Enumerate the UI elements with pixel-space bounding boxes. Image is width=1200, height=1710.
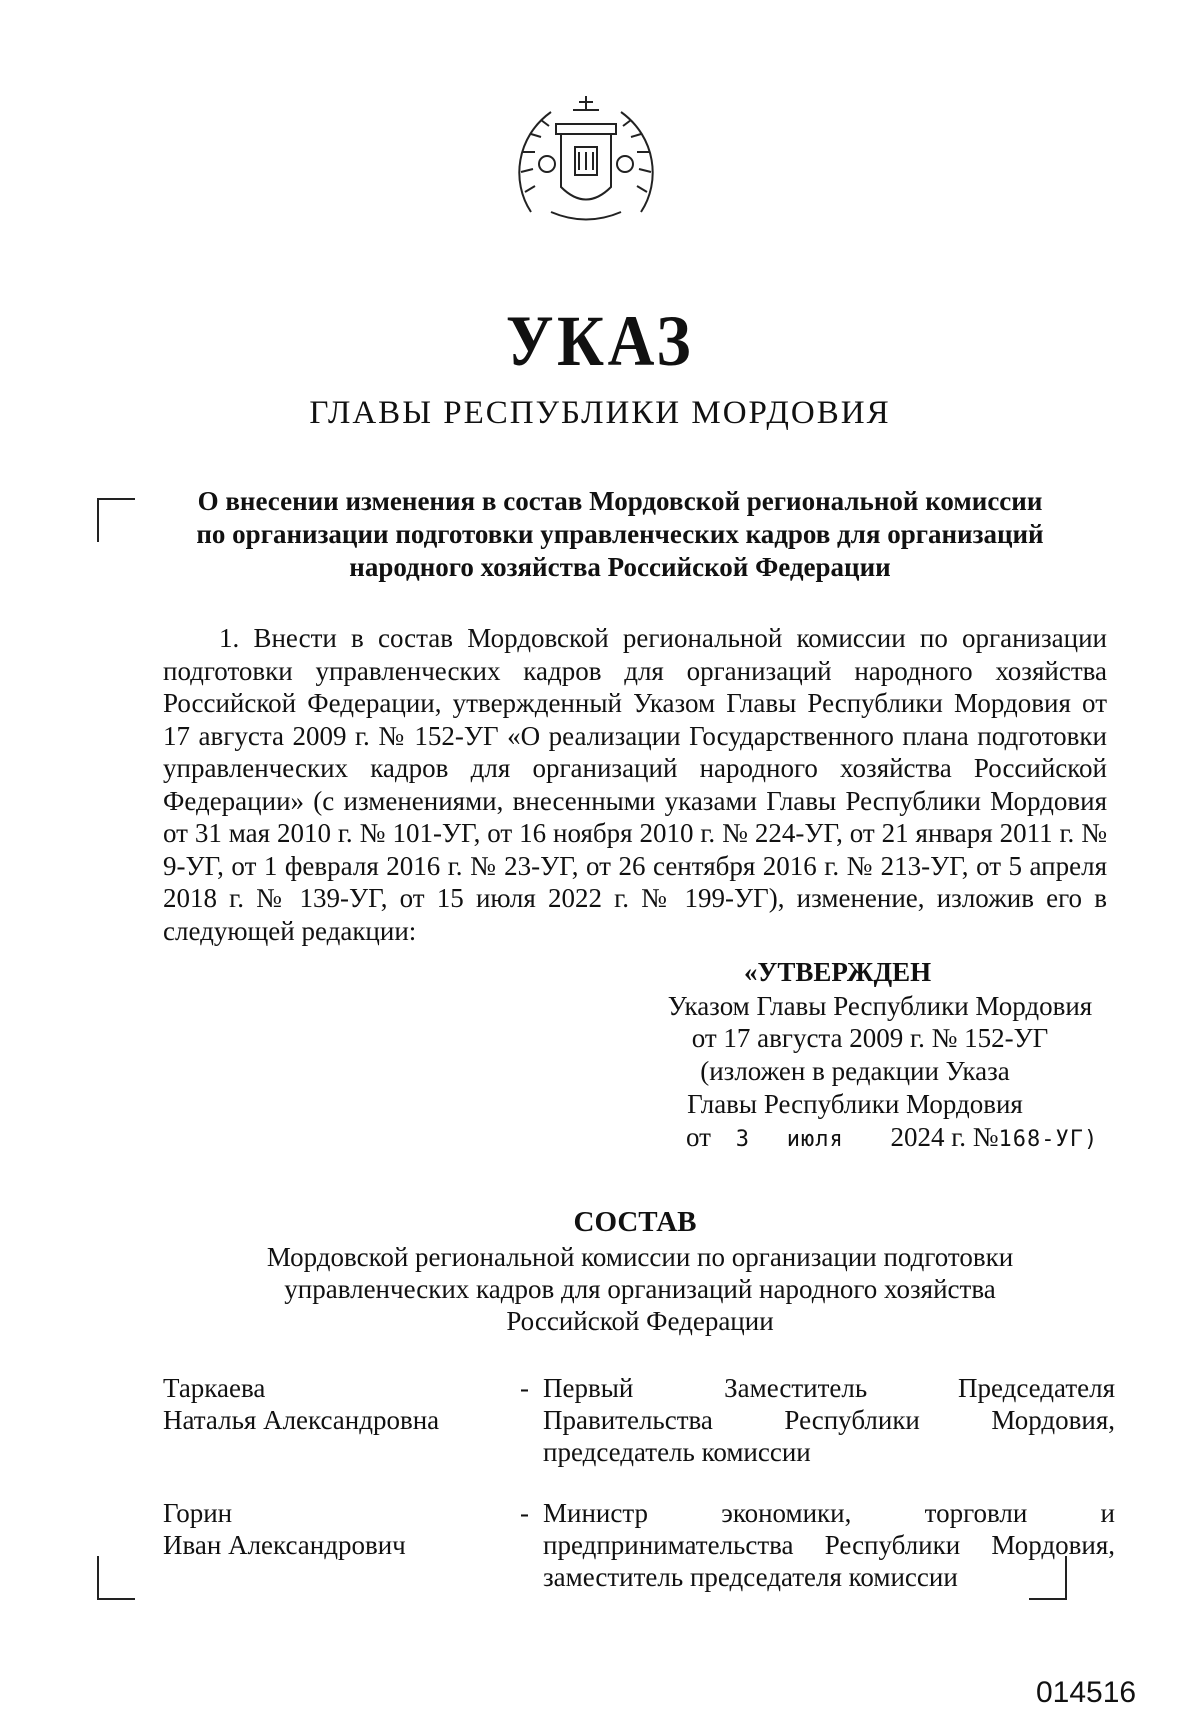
member-role-line: Правительства Республики Мордовия, xyxy=(543,1405,1115,1435)
member-role-line: предпринимательства Республики Мордовия, xyxy=(543,1530,1115,1560)
member-dash: - xyxy=(520,1373,529,1403)
approved-line: Главы Республики Мордовия xyxy=(687,1089,1023,1119)
mordovia-coat-of-arms-icon xyxy=(511,92,661,230)
handwritten-day: 3 xyxy=(735,1127,750,1152)
document-serial-number: 014516 xyxy=(1036,1676,1137,1709)
coat-of-arms-emblem xyxy=(511,92,661,230)
date-prefix: от xyxy=(686,1122,711,1152)
composition-subtitle-line: Российской Федерации xyxy=(506,1306,774,1336)
member-given-name: Наталья Александровна xyxy=(163,1405,440,1435)
heading-line: О внесении изменения в состав Мордовской региональной комиссии xyxy=(197,486,1043,516)
member-surname: Таркаева xyxy=(163,1373,266,1403)
document-title: УКАЗ xyxy=(505,301,695,381)
approved-date-line xyxy=(686,1121,1098,1156)
approved-line: Указом Главы Республики Мордовия xyxy=(667,991,1093,1021)
decree-body xyxy=(163,622,1107,947)
decree-heading xyxy=(160,485,1080,584)
approved-line: от 17 августа 2009 г. № 152-УГ xyxy=(691,1023,1049,1053)
composition-subtitle xyxy=(180,1241,1100,1337)
member-name xyxy=(163,1497,493,1561)
handwritten-month: июля xyxy=(786,1127,844,1152)
composition-subtitle-line: управленческих кадров для организаций народного хозяйства xyxy=(284,1274,996,1304)
member-role-line: председатель комиссии xyxy=(543,1437,811,1467)
member-role-line: Первый Заместитель Председателя xyxy=(543,1373,1115,1403)
paragraph-1: 1. Внести в состав Мордовской региональной комиссии по организации подготовки управленческих кадров для организаций народного хозяйства Российской Федерации, утвержденный Указом Главы Республики Мордовия от 17 августа 2009 г. № 152-УГ «О реализации Государственного плана подготовки управленческих кадров для организаций народного хозяйства Российской Федерации» (с изменениями, внесенными указами Главы Республики Мордовия от 31 мая 2010 г. № 101-УГ, от 16 ноября 2010 г. № 224-УГ, от 21 января 2011 г. № 9-УГ, от 1 февраля 2016 г. № 23-УГ, от 26 сентября 2016 г. № 213-УГ, от 5 апреля 2018 г. № 139-УГ, от 15 июля 2022 г. № 199-УГ), изменение, изложив его в следующей редакции: xyxy=(163,623,1107,946)
member-name xyxy=(163,1372,493,1436)
corner-bracket-top-left xyxy=(97,498,135,542)
composition-title: СОСТАВ xyxy=(573,1206,697,1238)
member-role xyxy=(543,1372,1115,1468)
approved-line: (изложен в редакции Указа xyxy=(700,1056,1010,1086)
date-year: 2024 г. № xyxy=(890,1122,999,1152)
document-subtitle: ГЛАВЫ РЕСПУБЛИКИ МОРДОВИЯ xyxy=(309,395,891,431)
handwritten-number: 168-УГ) xyxy=(998,1127,1099,1152)
approved-title: «УТВЕРЖДЕН xyxy=(744,957,932,987)
member-surname: Горин xyxy=(163,1498,233,1528)
member-role xyxy=(543,1497,1115,1593)
heading-line: народного хозяйства Российской Федерации xyxy=(349,552,891,582)
member-role-line: Министр экономики, торговли и xyxy=(543,1498,1115,1528)
member-role-line: заместитель председателя комиссии xyxy=(543,1562,958,1592)
composition-subtitle-line: Мордовской региональной комиссии по организации подготовки xyxy=(266,1242,1014,1272)
member-given-name: Иван Александрович xyxy=(163,1530,406,1560)
member-dash: - xyxy=(520,1498,529,1528)
heading-line: по организации подготовки управленческих кадров для организаций xyxy=(196,519,1044,549)
corner-bracket-bottom-left xyxy=(97,1556,135,1600)
